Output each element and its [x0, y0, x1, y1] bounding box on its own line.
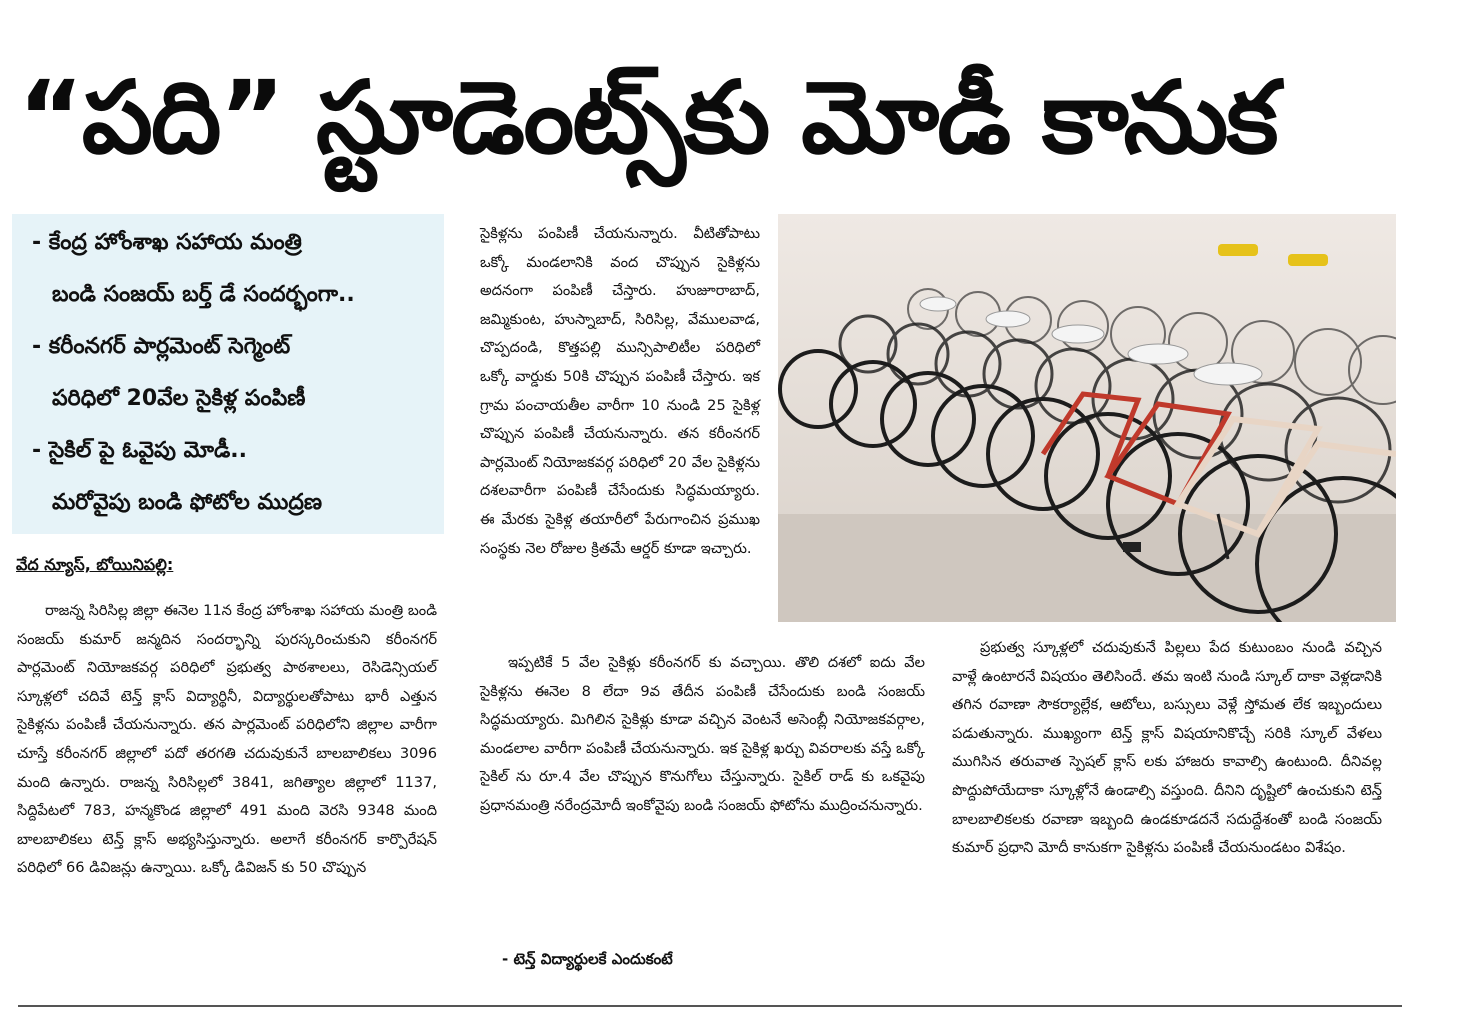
- article-column-2-continued: [480, 649, 925, 821]
- paragraph: ఇప్పటికే 5 వేల సైకిళ్లు కరీంనగర్ కు వచ్చాయి. తొలి దశలో ఐదు వేల సైకిళ్లను ఈనెల 8 లేదా 9వ తేదీన పంపిణీ చేసేందుకు బండి సంజయ్ సిద్ధమయ్యారు. మిగిలిన సైకిళ్లు కూడా వచ్చిన వెంటనే అసెంబ్లీ నియోజకవర్గాల, మండలాల వారీగా పంపిణీ చేయనున్నారు. ఇక సైకిళ్ల ఖర్చు వివరాలకు వస్తే ఒక్కో సైకిల్ ను రూ.4 వేల చొప్పున కొనుగోలు చేస్తున్నారు. సైకిల్ రాడ్ కు ఒకవైపు ప్రధానమంత్రి నరేంద్రమోదీ ఇంకోవైపు బండి సంజయ్ ఫోటోను ముద్రించనున్నారు.: [480, 654, 925, 814]
- article-column-2: [480, 220, 760, 563]
- bicycles-photo: [778, 214, 1396, 622]
- byline: వేద న్యూస్, బోయినిపల్లి:: [16, 555, 174, 574]
- highlight-item: బండి సంజయ్ బర్త్ డే సందర్భంగా..: [52, 282, 355, 307]
- paragraph: సైకిళ్లను పంపిణీ చేయనున్నారు. వీటితోపాటు ఒక్కో మండలానికి వంద చొప్పున సైకిళ్లను అదనంగా పంపిణీ చేస్తారు. హుజూరాబాద్, జమ్మికుంట, హుస్నాబాద్, సిరిసిల్ల, వేములవాడ, చొప్పదండి, కొత్తపల్లి మున్సిపాలిటీల పరిధిలో ఒక్కో వార్డుకు 50కి చొప్పున పంపిణీ చేస్తారు. ఇక గ్రామ పంచాయతీల వారీగా 10 నుండి 25 సైకిళ్ల చొప్పున పంపిణీ చేయనున్నారు. తన కరీంనగర్ పార్లమెంట్ నియోజకవర్గ పరిధిలో 20 వేల సైకిళ్లను దశలవారీగా పంపిణీ చేసేందుకు సిద్ధమయ్యారు. ఈ మేరకు సైకిళ్ల తయారీలో పేరుగాంచిన ప్రముఖ సంస్థకు నెల రోజుల క్రితమే ఆర్డర్ కూడా ఇచ్చారు.: [480, 225, 760, 557]
- paragraph: ప్రభుత్వ స్కూళ్లలో చదువుకునే పిల్లలు పేద కుటుంబం నుండి వచ్చిన వాళ్లే ఉంటారనే విషయం తెలిసిందే. తమ ఇంటి నుండి స్కూల్ దాకా వెళ్లడానికి తగిన రవాణా సౌకర్యాల్లేక, ఆటోలు, బస్సులు వెళ్లే స్తోమత లేక ఇబ్బందులు పడుతున్నారు. ముఖ్యంగా టెన్త్ క్లాస్ విషయానికొచ్చే సరికి స్కూల్ వేళలు ముగిసిన తరువాత స్పెషల్ క్లాస్ లకు హాజరు కావాల్సి ఉంటుంది. దీనివల్ల పొద్దుపోయేదాకా స్కూళ్లోనే ఉండాల్సి వస్తుంది. దీనిని దృష్టిలో ఉంచుకుని టెన్త్ బాలబాలికలకు రవాణా ఇబ్బంది ఉండకూడదనే సదుద్దేశంతో బండి సంజయ్ కుమార్ ప్రధాని మోదీ కానుకగా సైకిళ్లను పంపిణీ చేయనుండటం విశేషం.: [952, 639, 1382, 857]
- article-column-1: [17, 597, 437, 883]
- highlight-item: - సైకిల్ పై ఓవైపు మోడీ..: [32, 438, 247, 463]
- bicycles-illustration: [778, 214, 1396, 622]
- highlights-box: [12, 214, 444, 534]
- highlight-item: - కరీంనగర్ పార్లమెంట్ సెగ్మెంట్: [32, 334, 291, 359]
- subheading: - టెన్త్ విద్యార్థులకే ఎందుకంటే: [502, 950, 673, 968]
- highlight-item: పరిధిలో 20వేల సైకిళ్ల పంపిణీ: [52, 386, 306, 411]
- article-column-3: [952, 634, 1382, 863]
- paragraph: రాజన్న సిరిసిల్ల జిల్లా ఈనెల 11న కేంద్ర హోంశాఖ సహాయ మంత్రి బండి సంజయ్ కుమార్ జన్మదిన సందర్భాన్ని పురస్కరించుకుని కరీంనగర్ పార్లమెంట్ నియోజకవర్గ పరిధిలో ప్రభుత్వ పాఠశాలలు, రెసిడెన్సియల్ స్కూళ్లలో చదివే టెన్త్ క్లాస్ విద్యార్థినీ, విద్యార్థులతోపాటు భారీ ఎత్తున సైకిళ్లను పంపిణీ చేయనున్నారు. తన పార్లమెంట్ పరిధిలోని జిల్లాల వారీగా చూస్తే కరీంనగర్ జిల్లాలో పదో తరగతి చదువుకునే బాలబాలికలు 3096 మంది ఉన్నారు. రాజన్న సిరిసిల్లలో 3841, జగిత్యాల జిల్లాలో 1137, సిద్దిపేటలో 783, హన్మకొండ జిల్లాలో 491 మంది వెరసి 9348 మంది బాలబాలికలు టెన్త్ క్లాస్ అభ్యసిస్తున్నారు. అలాగే కరీంనగర్ కార్పొరేషన్ పరిధిలో 66 డివిజన్లు ఉన్నాయి. ఒక్కో డివిజన్ కు 50 చొప్పున: [17, 602, 437, 877]
- highlight-item: మరోవైపు బండి ఫోటోల ముద్రణ: [52, 490, 323, 515]
- headline: “పది” స్టూడెంట్స్‌కు మోడీ కానుక: [18, 59, 1277, 176]
- highlight-item: - కేంద్ర హోంశాఖ సహాయ మంత్రి: [32, 230, 302, 255]
- bottom-divider: [18, 1005, 1402, 1007]
